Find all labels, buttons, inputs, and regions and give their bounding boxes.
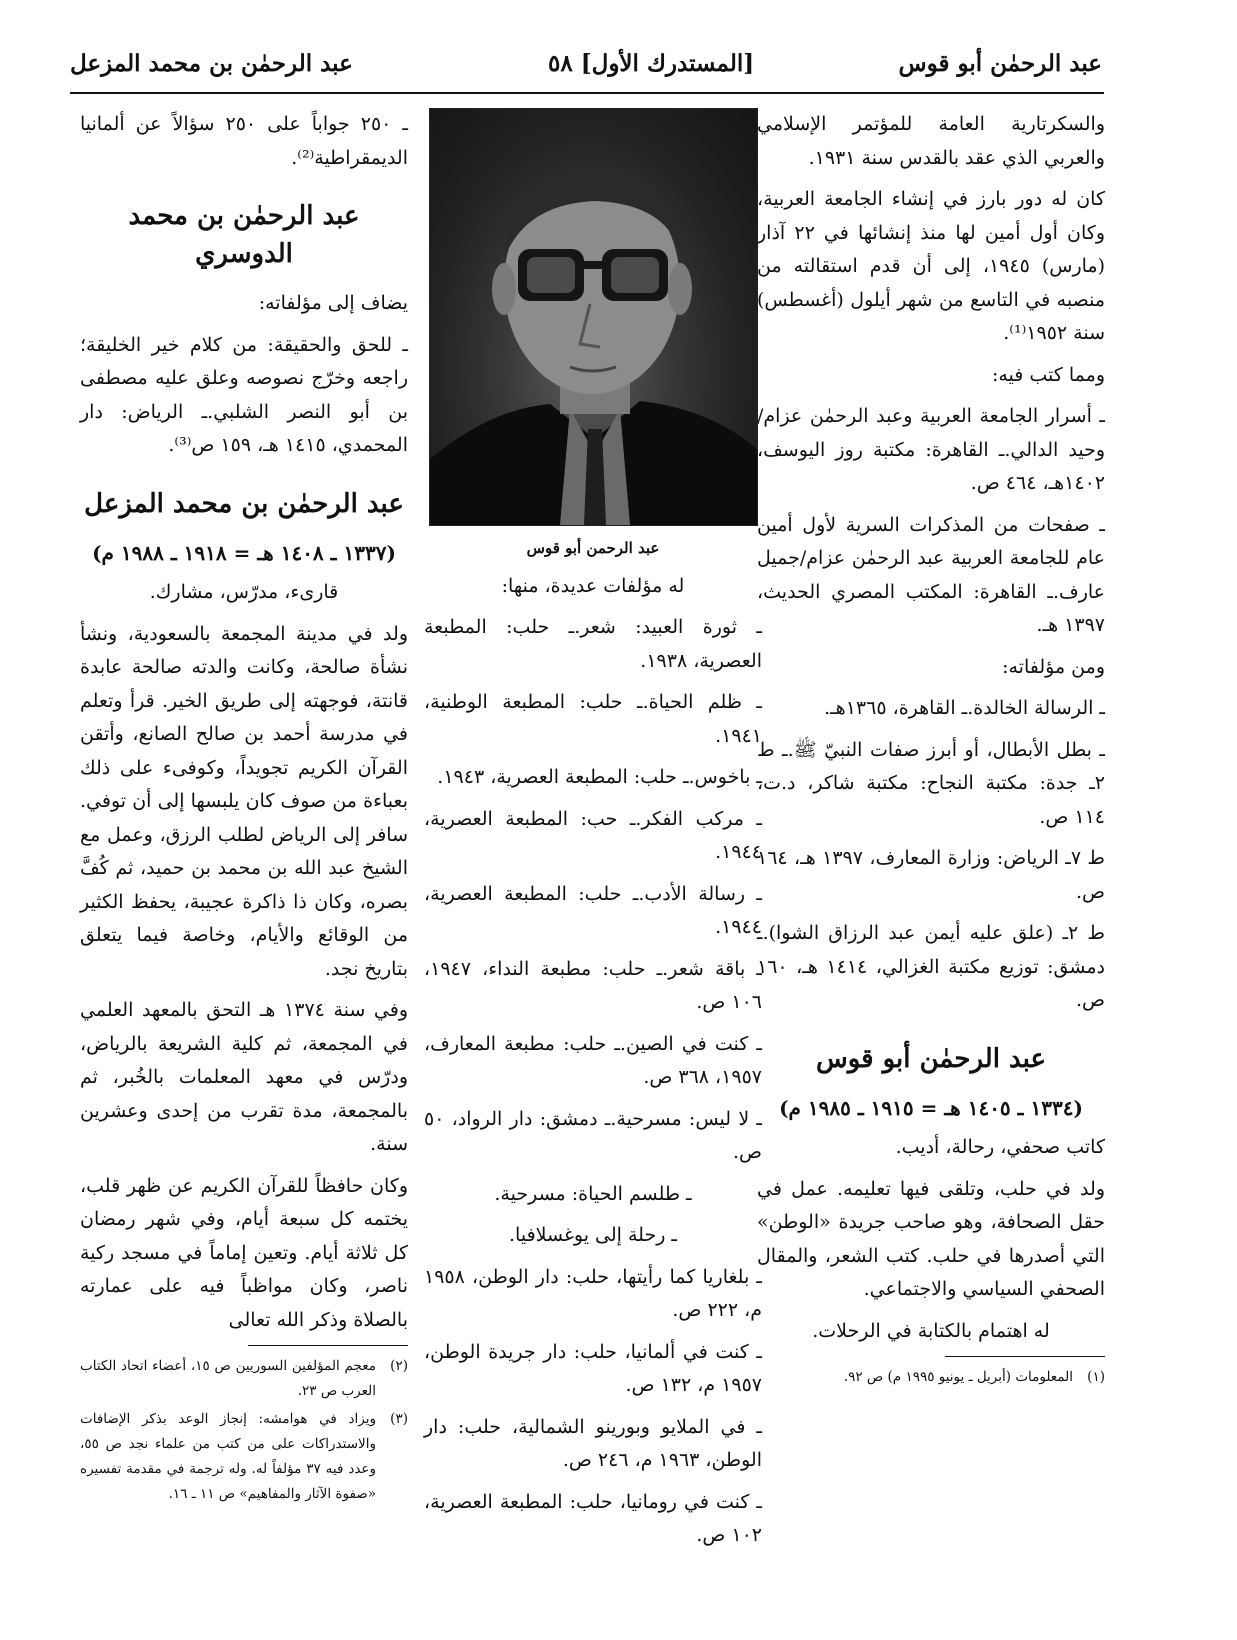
list-item: ـ طلسم الحياة: مسرحية. xyxy=(494,1182,692,1205)
list-item: ـ رحلة إلى يوغسلافيا. xyxy=(509,1224,677,1246)
portrait-figure xyxy=(430,109,757,525)
paragraph: كاتب صحفي، رحالة، أديب. xyxy=(895,1136,1105,1158)
footnote-divider xyxy=(945,1356,1105,1357)
list-item: ـ كنت في رومانيا، حلب: المطبعة العصرية، ١٠٢ ص. xyxy=(424,1490,762,1546)
entry-title: عبد الرحمٰن بن محمد الدوسري xyxy=(128,201,360,269)
footnote-text: معجم المؤلفين السوريين ص ١٥، أعضاء اتحاد الكتاب العرب ص ٢٣. xyxy=(80,1358,376,1399)
list-item: ـ بطل الأبطال، أو أبرز صفات النبيّ ﷺ.ـ ط ٢ـ جدة: مكتبة النجاح: مكتبة شاكر، د.ت، ١١٤ ص. xyxy=(757,738,1105,828)
paragraph: ولد في مدينة المجمعة بالسعودية، ونشأ نشأة صالحة، وكانت والدته صالحة عابدة قانتة، فوجهته إلى طريق الخير. قرأ وتعلم في مدرسة أحمد بن صالح الصانع، وأتقن القرآن الكريم تجويداً، وكوفىء على ذلك بعباءة من صوف كان يلبسها إلى أن توفي. سافر إلى الرياض لطلب الرزق، وعمل مع الشيخ عبد الله بن محمد بن حميد، ثم كُفَّ بصره، وكان ذا ذاكرة عجيبة، يحفظ الكثير من الوقائع والأيام، وخاصة فيما يتعلق بتاريخ نجد. xyxy=(80,622,408,980)
footnote-number: (٢) xyxy=(390,1358,408,1374)
list-item: ط ٢ـ (علق عليه أيمن عبد الرزاق الشوا).ـ دمشق: توزيع مكتبة الغزالي، ١٤١٤ هـ، ١٦٠ ص. xyxy=(757,922,1105,1011)
paragraph: ومن مؤلفاته: xyxy=(1002,655,1105,678)
paragraph: كان له دور بارز في إنشاء الجامعة العربية، وكان أول أمين لها منذ إنشائها في ٢٢ آذار (مارس) ١٩٤٥، إلى أن قدم استقالته من منصبه في التاسع من شهر أيلول (أغسطس) سنة ١٩٥٢⁽¹⁾. xyxy=(757,188,1106,344)
list-item: ـ باخوس.ـ حلب: المطبعة العصرية، ١٩٤٣. xyxy=(437,766,762,788)
list-item: ـ أسرار الجامعة العربية وعبد الرحمٰن عزام/وحيد الدالي.ـ القاهرة: مكتبة روز اليوسف، ١٤٠٢هـ، ٤٦٤ ص. xyxy=(757,405,1105,494)
list-item: ـ الرسالة الخالدة.ـ القاهرة، ١٣٦٥هـ. xyxy=(824,697,1105,719)
list-item: ـ كنت في الصين.ـ حلب: مطبعة المعارف، ١٩٥٧، ٣٦٨ ص. xyxy=(424,1032,762,1088)
list-item: ـ ظلم الحياة.ـ حلب: المطبعة الوطنية، ١٩٤١. xyxy=(424,691,762,747)
footnote-divider xyxy=(248,1345,408,1346)
list-item: ط ٧ـ الرياض: وزارة المعارف، ١٣٩٧ هـ، ١٦٤ ص. xyxy=(757,847,1105,903)
list-item: ـ للحق والحقيقة: من كلام خير الخليقة؛ راجعه وخرّج نصوصه وعلق عليه مصطفى بن أبو النصر الشلبي.ـ الرياض: دار المحمدي، ١٤١٥ هـ، ١٥٩ ص⁽³⁾. xyxy=(80,333,408,456)
entry-title: عبد الرحمٰن بن محمد المزعل xyxy=(84,488,404,519)
footnote-number: (١) xyxy=(1087,1369,1105,1385)
left-column xyxy=(80,108,408,1510)
list-item: ـ ثورة العبيد: شعر.ـ حلب: المطبعة العصرية، ١٩٣٨. xyxy=(424,616,762,672)
paragraph: له اهتمام بالكتابة في الرحلات. xyxy=(812,1319,1050,1342)
middle-column xyxy=(424,108,762,1561)
header-center-label: [المستدرك الأول] ٥٨ xyxy=(548,50,755,77)
header-divider xyxy=(70,92,1104,94)
list-item: ـ بلغاريا كما رأيتها، حلب: دار الوطن، ١٩٥٨ م، ٢٢٢ ص. xyxy=(424,1265,762,1321)
list-item: ـ ٢٥٠ جواباً على ٢٥٠ سؤالاً عن ألمانيا الديمقراطية⁽²⁾. xyxy=(80,113,408,169)
list-item: ـ في الملايو وبورينو الشمالية، حلب: دار الوطن، ١٩٦٣ م، ٢٤٦ ص. xyxy=(424,1415,762,1471)
paragraph: يضاف إلى مؤلفاته: xyxy=(258,292,408,314)
list-item: ـ كنت في ألمانيا، حلب: دار جريدة الوطن، ١٩٥٧ م، ١٣٢ ص. xyxy=(424,1340,762,1396)
paragraph: قارىء، مدرّس، مشارك. xyxy=(149,581,339,603)
header-right-title: عبد الرحمٰن أبو قوس xyxy=(898,50,1102,77)
header-left-title: عبد الرحمٰن بن محمد المزعل xyxy=(70,50,353,77)
footnote xyxy=(757,1365,1105,1390)
paragraph: والسكرتارية العامة للمؤتمر الإسلامي والعربي الذي عقد بالقدس سنة ١٩٣١. xyxy=(757,113,1105,169)
list-item: ـ صفحات من المذكرات السرية لأول أمين عام للجامعة العربية عبد الرحمٰن عزام/جميل عارف.ـ القاهرة: المكتب المصري الحديث، ١٣٩٧ هـ. xyxy=(757,513,1105,636)
footnote xyxy=(80,1407,408,1507)
paragraph: ولد في حلب، وتلقى فيها تعليمه. عمل في حقل الصحافة، وهو صاحب جريدة «الوطن» التي أصدرها في حلب. كتب الشعر، والمقال الصحفي السياسي والاجتماعي. xyxy=(757,1177,1105,1300)
portrait-photo xyxy=(429,108,758,526)
entry-dates: (١٣٣٤ ـ ١٤٠٥ هـ = ١٩١٥ ـ ١٩٨٥ م) xyxy=(779,1095,1083,1120)
list-item: ـ مركب الفكر.ـ حب: المطبعة العصرية، ١٩٤٤. xyxy=(424,807,762,863)
entry-dates: (١٣٣٧ ـ ١٤٠٨ هـ = ١٩١٨ ـ ١٩٨٨ م) xyxy=(92,540,396,565)
paragraph: وكان حافظاً للقرآن الكريم عن ظهر قلب، يختمه كل سبعة أيام، وفي شهر رمضان كل ثلاثة أيام. وتعين إماماً في مسجد ركية ناصر، وكان مواظباً فيه على عمارته بالصلاة وذكر الله تعالى xyxy=(80,1174,408,1331)
footnote xyxy=(80,1354,408,1404)
paragraph: وفي سنة ١٣٧٤ هـ التحق بالمعهد العلمي في المجمعة، ثم كلية الشريعة بالرياض، ودرّس في معهد المعلمات بالخُبر، ثم بالمجمعة، مدة تقرب من إحدى وعشرين سنة. xyxy=(80,999,409,1155)
list-item: ـ لا ليس: مسرحية.ـ دمشق: دار الرواد، ٥٠ ص. xyxy=(424,1107,762,1163)
right-column xyxy=(757,108,1105,1393)
footnote-number: (٣) xyxy=(390,1411,408,1427)
footnote-text: المعلومات (أبريل ـ يونيو ١٩٩٥ م) ص ٩٢. xyxy=(843,1369,1073,1385)
list-item: ـ رسالة الأدب.ـ حلب: المطبعة العصرية، ١٩٤٤. xyxy=(424,882,762,938)
list-item: ـ باقة شعر.ـ حلب: مطبعة النداء، ١٩٤٧، ١٠٦ ص. xyxy=(424,957,762,1013)
paragraph: له مؤلفات عديدة، منها: xyxy=(501,574,685,597)
paragraph: ومما كتب فيه: xyxy=(991,363,1105,386)
footnote-text: ويزاد في هوامشه: إنجاز الوعد بذكر الإضافات والاستدراكات على من كتب من علماء نجد ص ٥٥، وعدد فيه ٣٧ مؤلفاً له. وله ترجمة في مقدمة تفسيره «صفوة الآثار والمفاهيم» ص ١١ ـ ١٦. xyxy=(80,1411,376,1502)
photo-caption: عبد الرحمن أبو قوس xyxy=(526,539,660,557)
entry-title: عبد الرحمٰن أبو قوس xyxy=(815,1043,1047,1074)
page-header xyxy=(70,44,1102,84)
